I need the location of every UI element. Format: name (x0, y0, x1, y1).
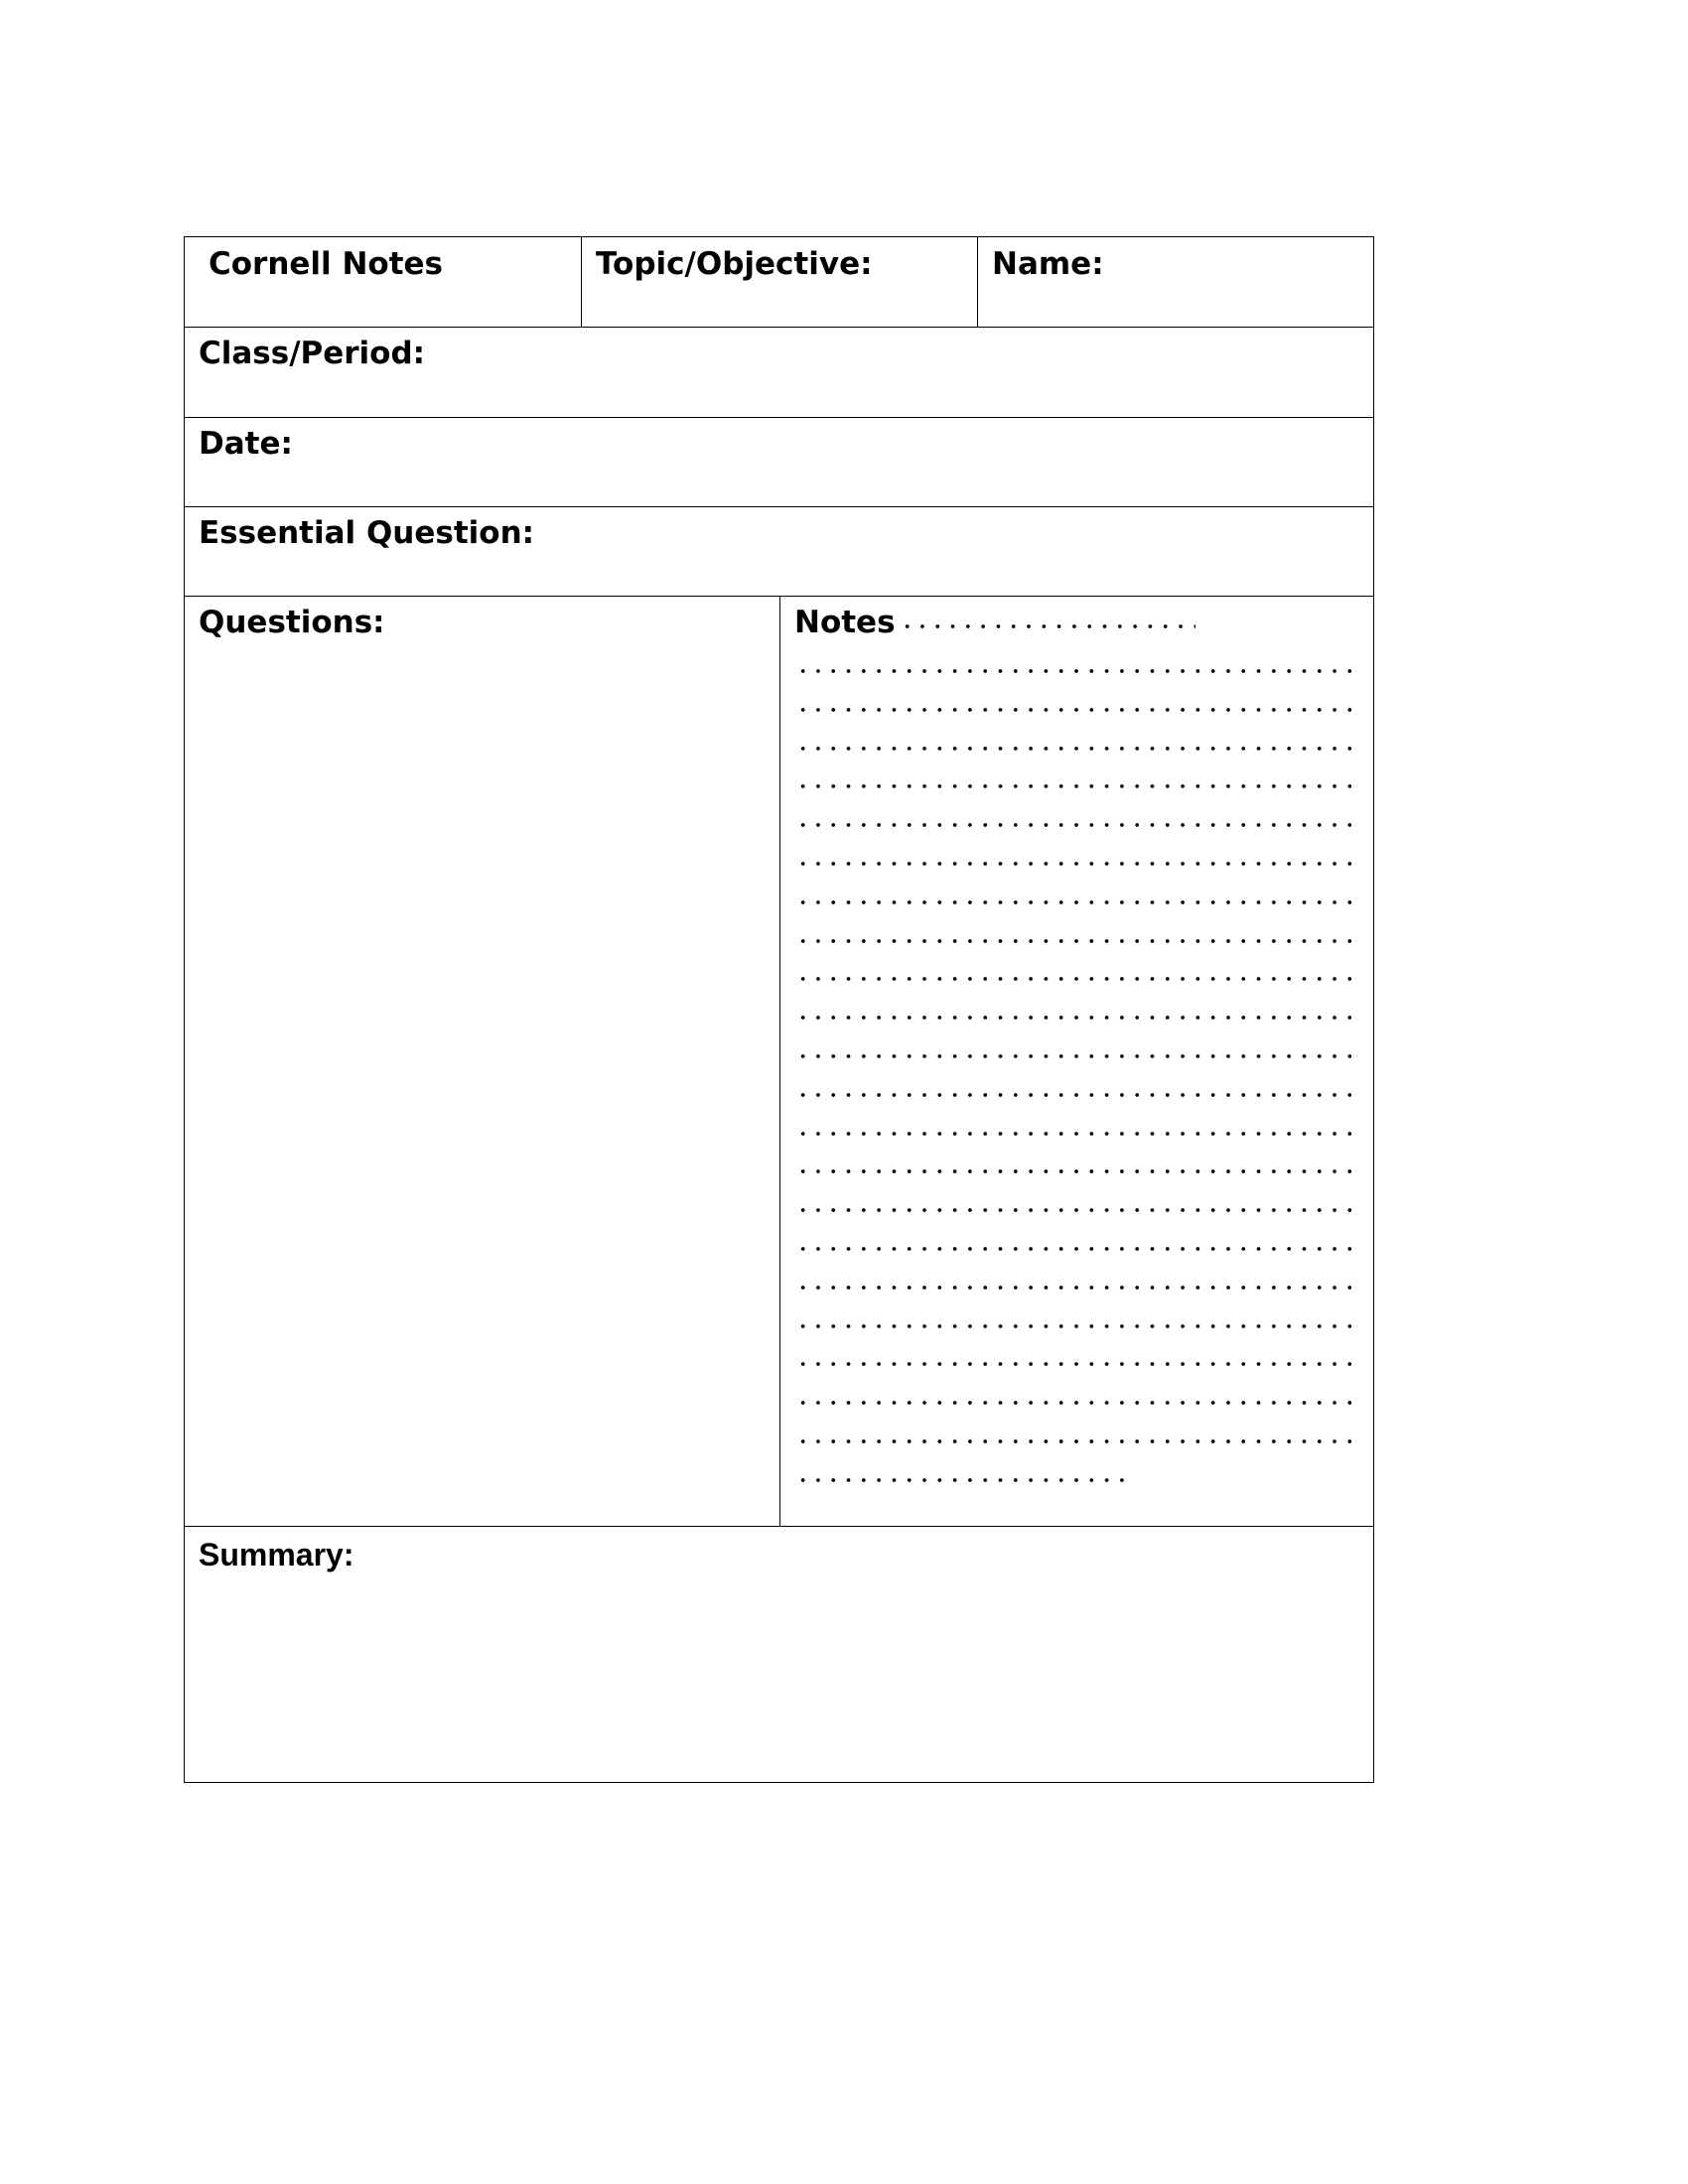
dotted-line (795, 1206, 1351, 1214)
notes-area-row (185, 596, 1373, 1526)
dotted-line (795, 1399, 1351, 1407)
dotted-line (795, 1091, 1351, 1099)
summary-row[interactable] (185, 1526, 1373, 1783)
dotted-line (795, 1284, 1351, 1292)
notes-column[interactable] (779, 597, 1374, 1526)
dotted-line (795, 1130, 1351, 1138)
summary-label: Summary: (199, 1537, 354, 1572)
dotted-line (795, 860, 1351, 868)
dotted-line (795, 937, 1351, 945)
dotted-line (795, 975, 1351, 983)
title-cell (185, 237, 581, 327)
dotted-line (795, 782, 1351, 790)
class-period-label: Class/Period: (199, 336, 426, 371)
dotted-line (795, 821, 1351, 829)
dotted-line (795, 1052, 1351, 1060)
questions-label: Questions: (199, 605, 385, 640)
dotted-line (795, 745, 1351, 752)
dotted-line (795, 1322, 1351, 1330)
cornell-notes-form (184, 236, 1374, 1783)
dotted-line (795, 898, 1351, 906)
name-cell[interactable] (977, 237, 1374, 327)
dotted-line (795, 1167, 1351, 1175)
dotted-line (795, 1476, 1133, 1484)
notes-label: Notes (794, 605, 896, 640)
form-title: Cornell Notes (209, 246, 444, 282)
dotted-line (795, 667, 1351, 675)
header-row (185, 237, 1373, 327)
dotted-line (795, 1437, 1351, 1445)
dotted-line (900, 622, 1196, 630)
essential-question-row[interactable] (185, 506, 1373, 596)
class-period-row[interactable] (185, 327, 1373, 417)
essential-question-label: Essential Question: (199, 515, 535, 551)
dotted-line (795, 1360, 1351, 1368)
dotted-line (795, 1245, 1351, 1253)
dotted-line (795, 706, 1351, 714)
topic-cell[interactable] (581, 237, 977, 327)
questions-column[interactable] (185, 597, 779, 1526)
dotted-line (795, 1014, 1351, 1022)
topic-objective-label: Topic/Objective: (596, 246, 873, 282)
date-label: Date: (199, 426, 293, 462)
name-label: Name: (992, 246, 1104, 282)
date-row[interactable] (185, 417, 1373, 506)
